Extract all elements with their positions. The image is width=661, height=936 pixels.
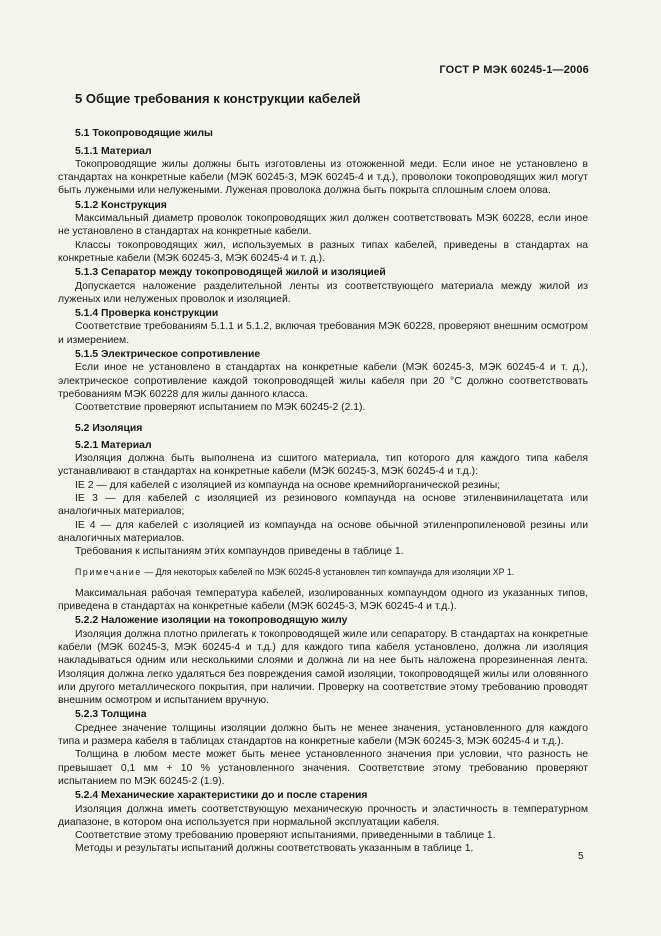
note — [58, 566, 588, 579]
clause-5-1-3-title: 5.1.3 Сепаратор между токопроводящей жилой и изоляцией — [75, 267, 386, 279]
clause-5-2-4-text-1: Изоляция должна иметь соответствующую механическую прочность и эластичность в температурном диапазоне, в котором она используется при нормальной эксплуатации кабеля. — [58, 803, 588, 828]
clause-5-1-2-text-1: Максимальный диаметр проволок токопроводящих жил должен соответствовать МЭК 60228, если иное не установлено в стандартах на конкретные кабели. — [58, 213, 588, 238]
clause-5-1-5-text-1: Если иное не установлено в стандартах на конкретные кабели (МЭК 60245-3, МЭК 60245-4 и т. д.), электрическое сопротивление каждой токопроводящей жилы кабеля при 20 °С должно соответствовать требованиям МЭК 60228 для жилы данного класса. — [58, 362, 588, 400]
clause-5-1-5-text-2: Соответствие проверяют испытанием по МЭК 60245-2 (2.1). — [75, 402, 366, 414]
clause-5-2-1-text-3: Максимальная рабочая температура кабелей, изолированных компаундом одного из указанных типов, приведена в стандартах на конкретные кабели (МЭК 60245-3, МЭК 60245-4 и т.д.). — [58, 587, 588, 613]
section-title: 5 Общие требования к конструкции кабелей — [75, 91, 361, 106]
clause-5-1-5-title: 5.1.5 Электрическое сопротивление — [75, 349, 261, 361]
clause-5-1-4-title: 5.1.4 Проверка конструкции — [75, 308, 219, 320]
clause-5-2-4-text-3: Методы и результаты испытаний должны соответствовать указанным в таблице 1. — [75, 843, 474, 855]
note-text: — Для некоторых кабелей по МЭК 60245-8 установлен тип компаунда для изоляции ХР 1. — [141, 566, 515, 577]
clause-5-1-1-title: 5.1.1 Материал — [75, 145, 152, 157]
clause-5-2-2-text: Изоляция должна плотно прилегать к токопроводящей жиле или сепаратору. В стандартах на конкретные кабели (МЭК 60245-3, МЭК 60245-4 и т.д.) для каждого типа кабеля установлено, должна ли изоляция накладываться одним или несколькими слоями и должна ли на нее быть наложена прорезиненная лента. Изоляция должна легко удаляться без повреждения самой изоляции, токопроводящей жилы или оловянного или другого металлического покрытия, при наличии. Проверку на соответствие этому требованию проводят внешним осмотром и испытанием вручную. — [58, 628, 588, 707]
clause-5-1-2-title: 5.1.2 Конструкция — [75, 199, 167, 211]
clause-5-1-3-text: Допускается наложение разделительной ленты из соответствующего материала между жилой из луженых или нелуженых проволок и изоляцией. — [58, 280, 588, 305]
clause-5-2-1-title: 5.2.1 Материал — [75, 439, 152, 451]
clause-5-1-2-text-2: Классы токопроводящих жил, используемых в разных типах кабелей, приведены в стандартах на конкретные кабели (МЭК 60245-3, МЭК 60245-4 и т. д.). — [58, 239, 588, 264]
insulation-type-ie2: IE 2 — для кабелей с изоляцией из компаунда на основе кремнийорганической резины; — [75, 479, 501, 491]
page-content — [58, 92, 588, 856]
standard-code-header: ГОСТ Р МЭК 60245-1—2006 — [439, 64, 589, 76]
clause-5-2-2-title: 5.2.2 Наложение изоляции на токопроводящую жилу — [75, 615, 348, 627]
clause-5-2-3-title: 5.2.3 Толщина — [75, 709, 147, 721]
clause-5-2-4-text-2: Соответствие этому требованию проверяют испытаниями, приведенными в таблице 1. — [75, 830, 496, 842]
insulation-type-ie4: IE 4 — для кабелей с изоляцией из компаунда на основе обычной этиленпропиленовой резины или аналогичных материалов. — [58, 519, 588, 544]
clause-5-1-1-text: Токопроводящие жилы должны быть изготовлены из отожженной меди. Если иное не установлено в стандартах на конкретные кабели (МЭК 60245-3, МЭК 60245-4 и т.д.), проволоки токопроводящих жил могут быть лужеными или нелужеными. Луженая проволока должна быть покрыта сплошным слоем олова. — [58, 158, 588, 197]
page-number: 5 — [578, 851, 584, 862]
clause-5-2-3-text-2: Толщина в любом месте может быть менее установленного значения при условии, что разность не превышает 0,1 мм + 10 % установленного значения. Соответствие этому требованию проверяют испытанием по МЭК 60245-2 (1.9). — [58, 749, 588, 787]
clause-5-1-4-text: Соответствие требованиям 5.1.1 и 5.1.2, включая требования МЭК 60228, проверяют внешним осмотром и измерением. — [58, 321, 588, 346]
clause-5-2-1-text-2: Требования к испытаниям этих компаундов приведены в таблице 1. — [75, 546, 404, 558]
clause-5-2-3-text-1: Среднее значение толщины изоляции должно быть не менее значения, установленного для каждого типа и размера кабеля в таблицах стандартов на конкретные кабели (МЭК 60245-3, МЭК 60245-4 и т.д.). — [58, 722, 588, 748]
note-label: Примечание — [75, 566, 142, 577]
subsection-5-1-title: 5.1 Токопроводящие жилы — [75, 128, 213, 140]
subsection-5-2-title: 5.2 Изоляция — [75, 422, 143, 434]
clause-5-2-1-text-1: Изоляция должна быть выполнена из сшитого материала, тип которого для каждого типа кабеля устанавливают в стандартах на конкретные кабели (МЭК 60245-3, МЭК 60245-4 и т.д.): — [58, 453, 588, 478]
insulation-type-ie3: IE 3 — для кабелей с изоляцией из резинового компаунда на основе этиленвинилацетата или аналогичных материалов; — [58, 493, 588, 518]
clause-5-2-4-title: 5.2.4 Механические характеристики до и после старения — [75, 790, 368, 802]
